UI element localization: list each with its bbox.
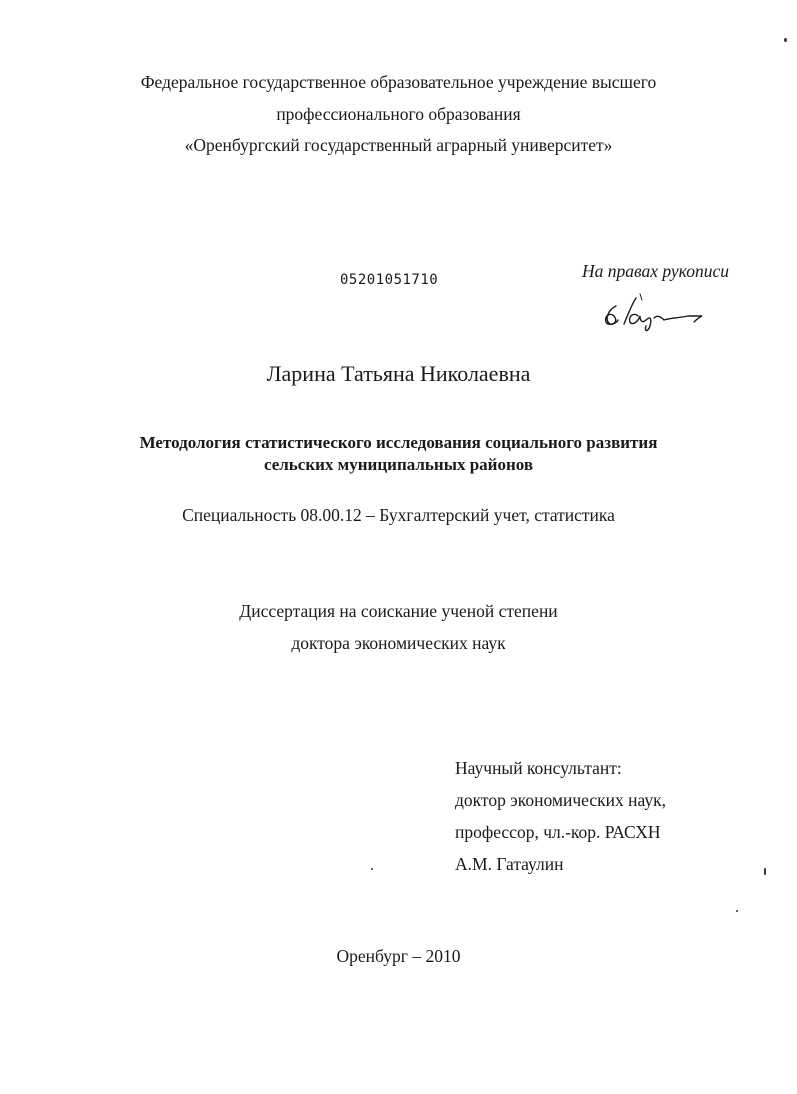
consultant-degree: доктор экономических наук, [455,790,666,810]
manuscript-note: На правах рукописи [582,261,729,281]
scan-speck [736,910,738,912]
scan-speck [784,38,787,42]
institution-line-1: Федеральное государственное образовательное учреждение высшего [140,72,657,92]
footer-city-year: Оренбург – 2010 [336,946,461,966]
scan-speck [371,868,373,870]
consultant-name: А.М. Гатаулин [455,854,564,874]
dissertation-title-line-1: Методология статистического исследования социального развития [139,433,658,452]
scan-speck [764,868,766,875]
specialty: Специальность 08.00.12 – Бухгалтерский учет, статистика [182,505,615,525]
dissertation-degree-line-1: Диссертация на соискание ученой степени [239,601,558,621]
signature-icon [598,290,708,335]
consultant-position: профессор, чл.-кор. РАСХН [455,822,661,842]
author-name: Ларина Татьяна Николаевна [266,361,531,386]
institution-line-3: «Оренбургский государственный аграрный университет» [184,135,613,155]
institution-line-2: профессионального образования [276,104,521,124]
dissertation-title-line-2: сельских муниципальных районов [263,455,534,474]
consultant-label: Научный консультант: [455,758,622,778]
registration-number: 05201051710 [340,272,439,288]
dissertation-degree-line-2: доктора экономических наук [291,633,506,653]
